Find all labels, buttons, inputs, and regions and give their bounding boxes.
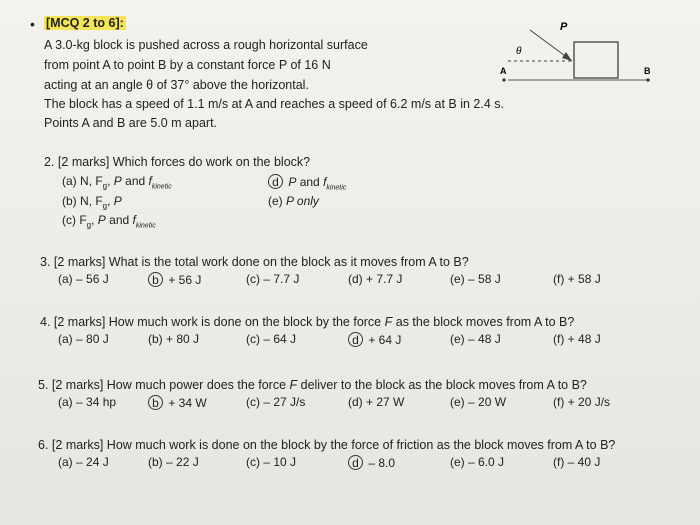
q2-option-b[interactable]: (b) N, $F_g$, P: [62, 194, 122, 211]
question-5: 5. [2 marks] How much power does the force F deliver to the block as the block moves from A to B?: [38, 378, 587, 392]
q2-option-d[interactable]: d P and $f_{kinetic}$: [268, 174, 346, 191]
q2-option-a[interactable]: (a) N, $F_g$, P and $f_{kinetic}$: [62, 174, 172, 191]
intro-line-2: from point A to point B by a constant force P of 16 N: [44, 58, 331, 72]
intro-line-4: The block has a speed of 1.1 m/s at A and reaches a speed of 6.2 m/s at B in 2.4 s.: [44, 97, 504, 111]
q4-option-c[interactable]: (c) – 64 J: [246, 332, 297, 346]
intro-line-3: acting at an angle θ of 37° above the horizontal.: [44, 78, 309, 92]
question-2: [44, 155, 310, 169]
force-arrowhead: [562, 52, 572, 61]
question-number: 6.: [38, 438, 49, 452]
header-bullet: •: [30, 16, 35, 32]
q5-option-b[interactable]: b + 34 W: [148, 395, 207, 410]
intro-line-1: A 3.0-kg block is pushed across a rough horizontal surface: [44, 38, 368, 52]
point-a-dot: [502, 78, 505, 81]
section-header: [MCQ 2 to 6]:: [46, 16, 124, 30]
q6-option-e[interactable]: (e) – 6.0 J: [450, 455, 505, 469]
circled-answer-b: b: [148, 272, 163, 287]
q5-option-c[interactable]: (c) – 27 J/s: [246, 395, 306, 409]
label-p: P: [560, 21, 568, 33]
question-3: [40, 255, 469, 269]
block-diagram: [490, 18, 670, 88]
q3-option-f[interactable]: (f) + 58 J: [553, 272, 601, 286]
label-theta: θ: [516, 46, 522, 57]
q5-option-f[interactable]: (f) + 20 J/s: [553, 395, 611, 409]
question-6: [38, 438, 615, 452]
question-number: 5.: [38, 378, 49, 392]
point-b-dot: [646, 78, 649, 81]
q3-option-d[interactable]: (d) + 7.7 J: [348, 272, 403, 286]
q6-option-b[interactable]: (b) – 22 J: [148, 455, 199, 469]
question-number: 4.: [40, 315, 51, 329]
q5-option-e[interactable]: (e) – 20 W: [450, 395, 507, 409]
q6-option-d[interactable]: d – 8.0: [348, 455, 395, 470]
q4-option-d[interactable]: d + 64 J: [348, 332, 401, 347]
question-text: [2 marks] What is the total work done on the block as it moves from A to B?: [53, 255, 469, 269]
q3-option-b[interactable]: b + 56 J: [148, 272, 201, 287]
q5-option-d[interactable]: (d) + 27 W: [348, 395, 405, 409]
q2-option-c[interactable]: (c) $F_g$, P and $f_{kinetic}$: [62, 213, 156, 230]
q6-option-a[interactable]: (a) – 24 J: [58, 455, 109, 469]
q6-option-c[interactable]: (c) – 10 J: [246, 455, 297, 469]
question-4: 4. [2 marks] How much work is done on the block by the force F as the block moves from A to B?: [40, 315, 575, 329]
question-text: [2 marks] Which forces do work on the block?: [57, 155, 311, 169]
q4-option-f[interactable]: (f) + 48 J: [553, 332, 601, 346]
q4-option-a[interactable]: (a) – 80 J: [58, 332, 109, 346]
circled-answer-d: d: [348, 455, 363, 470]
q3-option-e[interactable]: (e) – 58 J: [450, 272, 501, 286]
q4-option-e[interactable]: (e) – 48 J: [450, 332, 501, 346]
intro-line-5: Points A and B are 5.0 m apart.: [44, 116, 218, 130]
block: [574, 42, 618, 78]
q5-option-a[interactable]: (a) – 34 hp: [58, 395, 117, 409]
q3-option-c[interactable]: (c) – 7.7 J: [246, 272, 300, 286]
q6-option-f[interactable]: (f) – 40 J: [553, 455, 601, 469]
q2-option-e[interactable]: (e) P only: [268, 194, 319, 208]
circled-answer-d: d: [268, 174, 283, 189]
circled-answer-b: b: [148, 395, 163, 410]
q4-option-b[interactable]: (b) + 80 J: [148, 332, 200, 346]
circled-answer-d: d: [348, 332, 363, 347]
question-text: [2 marks] How much work is done on the block by the force of friction as the block moves from A to B?: [51, 438, 616, 452]
question-number: 3.: [40, 255, 51, 269]
q3-option-a[interactable]: (a) – 56 J: [58, 272, 109, 286]
label-b: B: [644, 66, 651, 76]
question-number: 2.: [44, 155, 55, 169]
label-a: A: [500, 66, 507, 76]
